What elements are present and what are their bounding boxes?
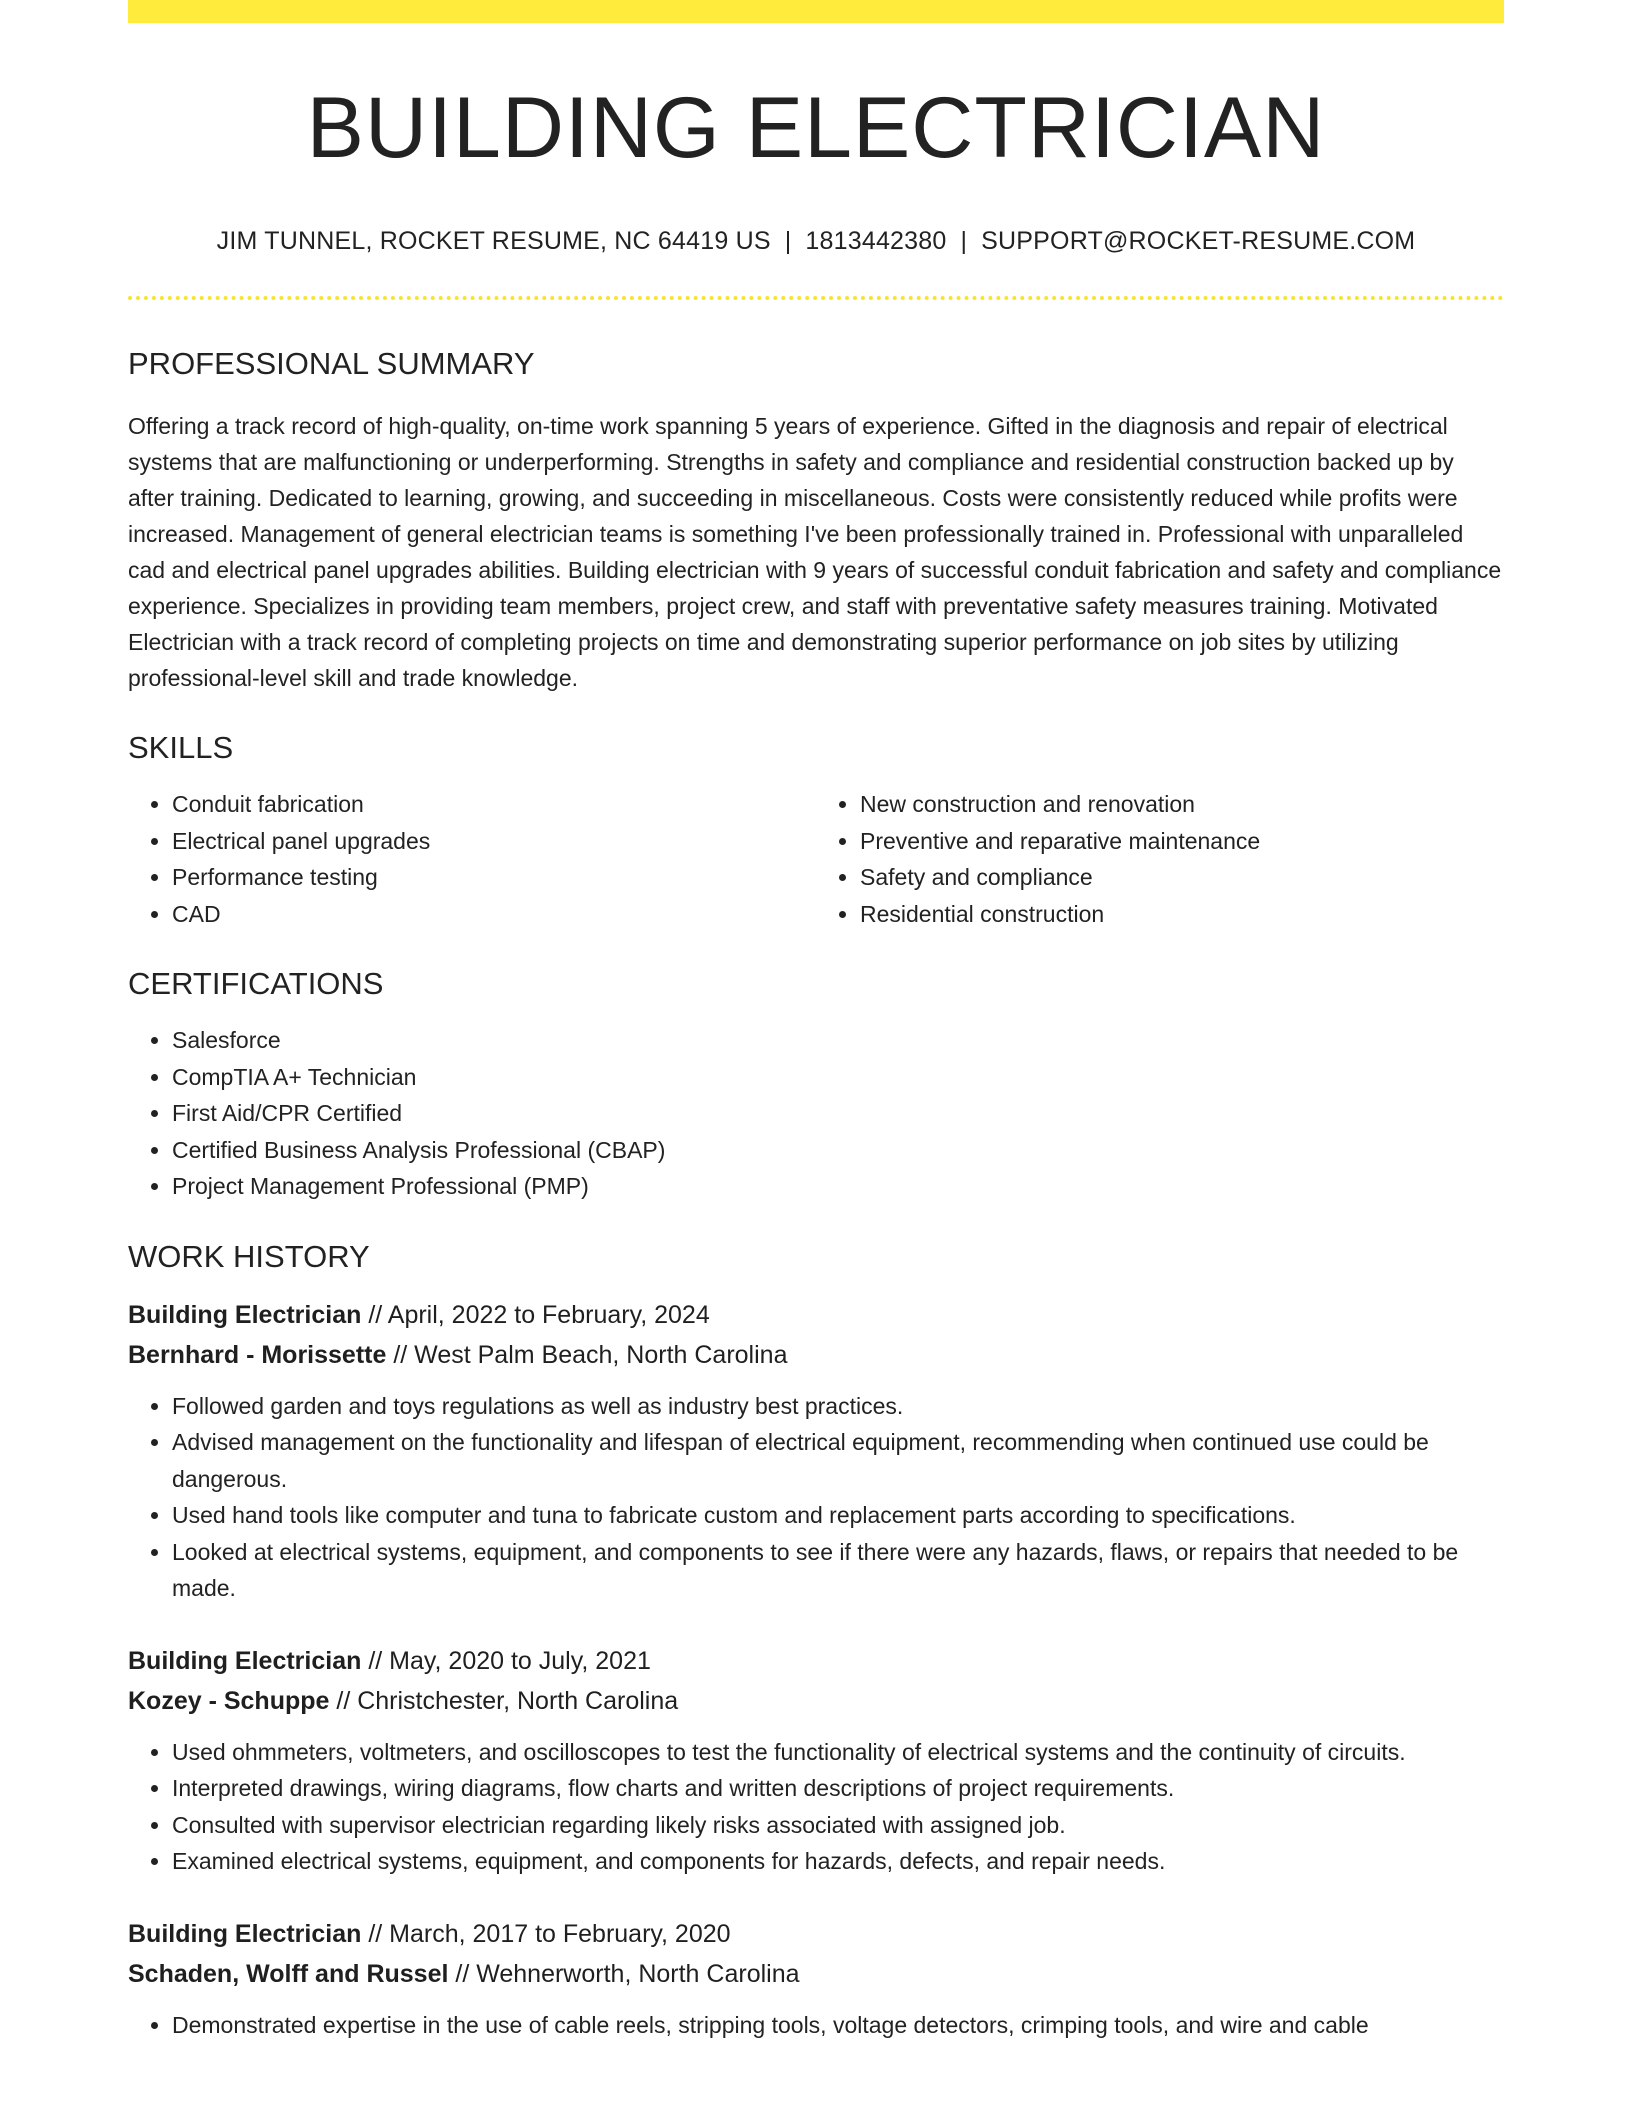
certification-item: • Certified Business Analysis Professional (CBAP) (172, 1132, 1504, 1169)
job-location: // Christchester, North Carolina (329, 1686, 679, 1715)
section-heading: PROFESSIONAL SUMMARY (128, 346, 535, 381)
skill-item: • Residential construction (860, 896, 1504, 933)
certifications-section (128, 966, 1504, 1205)
job-bullet: • Used ohmmeters, voltmeters, and oscilloscopes to test the functionality of electrical systems and the continuity of circuits. (172, 1734, 1504, 1771)
skill-item: • Conduit fabrication (172, 786, 816, 823)
work-history-section (128, 1239, 1504, 2044)
skill-item: • Safety and compliance (860, 859, 1504, 896)
dotted-divider (128, 296, 1504, 300)
job-bullet: • Looked at electrical systems, equipment, and components to see if there were any hazards, flaws, or repairs that needed to be made. (172, 1534, 1504, 1607)
job-bullets (128, 1734, 1504, 1880)
job-title-line (128, 1295, 1504, 1335)
job-bullet: • Consulted with supervisor electrician regarding likely risks associated with assigned job. (172, 1807, 1504, 1844)
summary-section (128, 346, 1504, 696)
section-heading: WORK HISTORY (128, 1238, 370, 1274)
skill-item: • New construction and renovation (860, 786, 1504, 823)
job-company: Schaden, Wolff and Russel (128, 1959, 449, 1988)
job-bullets (128, 2007, 1504, 2044)
contact-separator: | (784, 227, 792, 255)
resume-title: BUILDING ELECTRICIAN (306, 80, 1326, 176)
job-company-line (128, 1954, 1504, 1994)
contact-phone: 1813442380 (805, 227, 947, 255)
skill-item: • CAD (172, 896, 816, 933)
skills-columns (128, 786, 1504, 932)
job-company-line (128, 1681, 1504, 1721)
job-dates: // May, 2020 to July, 2021 (361, 1646, 651, 1675)
contact-line (128, 227, 1504, 256)
skill-item: • Electrical panel upgrades (172, 823, 816, 860)
job-entry (128, 1295, 1504, 1607)
job-dates: // April, 2022 to February, 2024 (361, 1300, 710, 1329)
job-company: Bernhard - Morissette (128, 1340, 387, 1369)
skill-item: • Preventive and reparative maintenance (860, 823, 1504, 860)
certification-item: • First Aid/CPR Certified (172, 1095, 1504, 1132)
certification-item: • Project Management Professional (PMP) (172, 1168, 1504, 1205)
job-location: // Wehnerworth, North Carolina (448, 1959, 800, 1988)
job-title-line (128, 1641, 1504, 1681)
certification-item: • CompTIA A+ Technician (172, 1059, 1504, 1096)
contact-address: JIM TUNNEL, ROCKET RESUME, NC 64419 US (216, 227, 771, 255)
job-bullet: • Examined electrical systems, equipment, and components for hazards, defects, and repair needs. (172, 1843, 1504, 1880)
job-title: Building Electrician (128, 1919, 362, 1948)
skills-list-right (816, 786, 1504, 932)
job-title: Building Electrician (128, 1300, 362, 1329)
job-bullet: • Advised management on the functionality and lifespan of electrical equipment, recommending when continued use could be dangerous. (172, 1424, 1504, 1497)
section-heading: CERTIFICATIONS (128, 966, 384, 1001)
job-bullet: • Followed garden and toys regulations as well as industry best practices. (172, 1388, 1504, 1425)
job-entry (128, 1641, 1504, 1880)
section-heading: SKILLS (128, 730, 234, 765)
summary-text: Offering a track record of high-quality, on-time work spanning 5 years of experience. Gifted in the diagnosis and repair of electrical systems that are malfunctioning or underperforming. Strengths in safety and compliance and residential construction backed up by after training. Dedicated to learning, growing, and succeeding in miscellaneous. Costs were consistently reduced while profits were increased. Management of general electrician teams is something I've been professionally trained in. Professional with unparalleled cad and electrical panel upgrades abilities. Building electrician with 9 years of successful conduit fabrication and safety and compliance experience. Specializes in providing team members, project crew, and staff with preventative safety measures training. Motivated Electrician with a track record of completing projects on time and demonstrating superior performance on job sites by utilizing professional-level skill and trade knowledge. (128, 413, 1502, 691)
job-bullet: • Used hand tools like computer and tuna to fabricate custom and replacement parts according to specifications. (172, 1497, 1504, 1534)
job-company-line (128, 1335, 1504, 1375)
certifications-list (128, 1022, 1504, 1205)
skill-item: • Performance testing (172, 859, 816, 896)
job-location: // West Palm Beach, North Carolina (386, 1340, 788, 1369)
job-title: Building Electrician (128, 1646, 362, 1675)
job-company: Kozey - Schuppe (128, 1686, 330, 1715)
top-accent-bar (128, 0, 1504, 23)
job-bullet: • Interpreted drawings, wiring diagrams, flow charts and written descriptions of project requirements. (172, 1770, 1504, 1807)
skills-list-left (128, 786, 816, 932)
job-bullet: • Demonstrated expertise in the use of cable reels, stripping tools, voltage detectors, crimping tools, and wire and cable (172, 2007, 1504, 2044)
skills-section (128, 730, 1504, 932)
resume-page (128, 0, 1504, 2043)
job-entry (128, 1914, 1504, 2044)
contact-separator: | (960, 227, 968, 255)
certification-item: • Salesforce (172, 1022, 1504, 1059)
job-bullets (128, 1388, 1504, 1607)
contact-email: SUPPORT@ROCKET-RESUME.COM (981, 227, 1416, 255)
job-title-line (128, 1914, 1504, 1954)
job-dates: // March, 2017 to February, 2020 (361, 1919, 731, 1948)
